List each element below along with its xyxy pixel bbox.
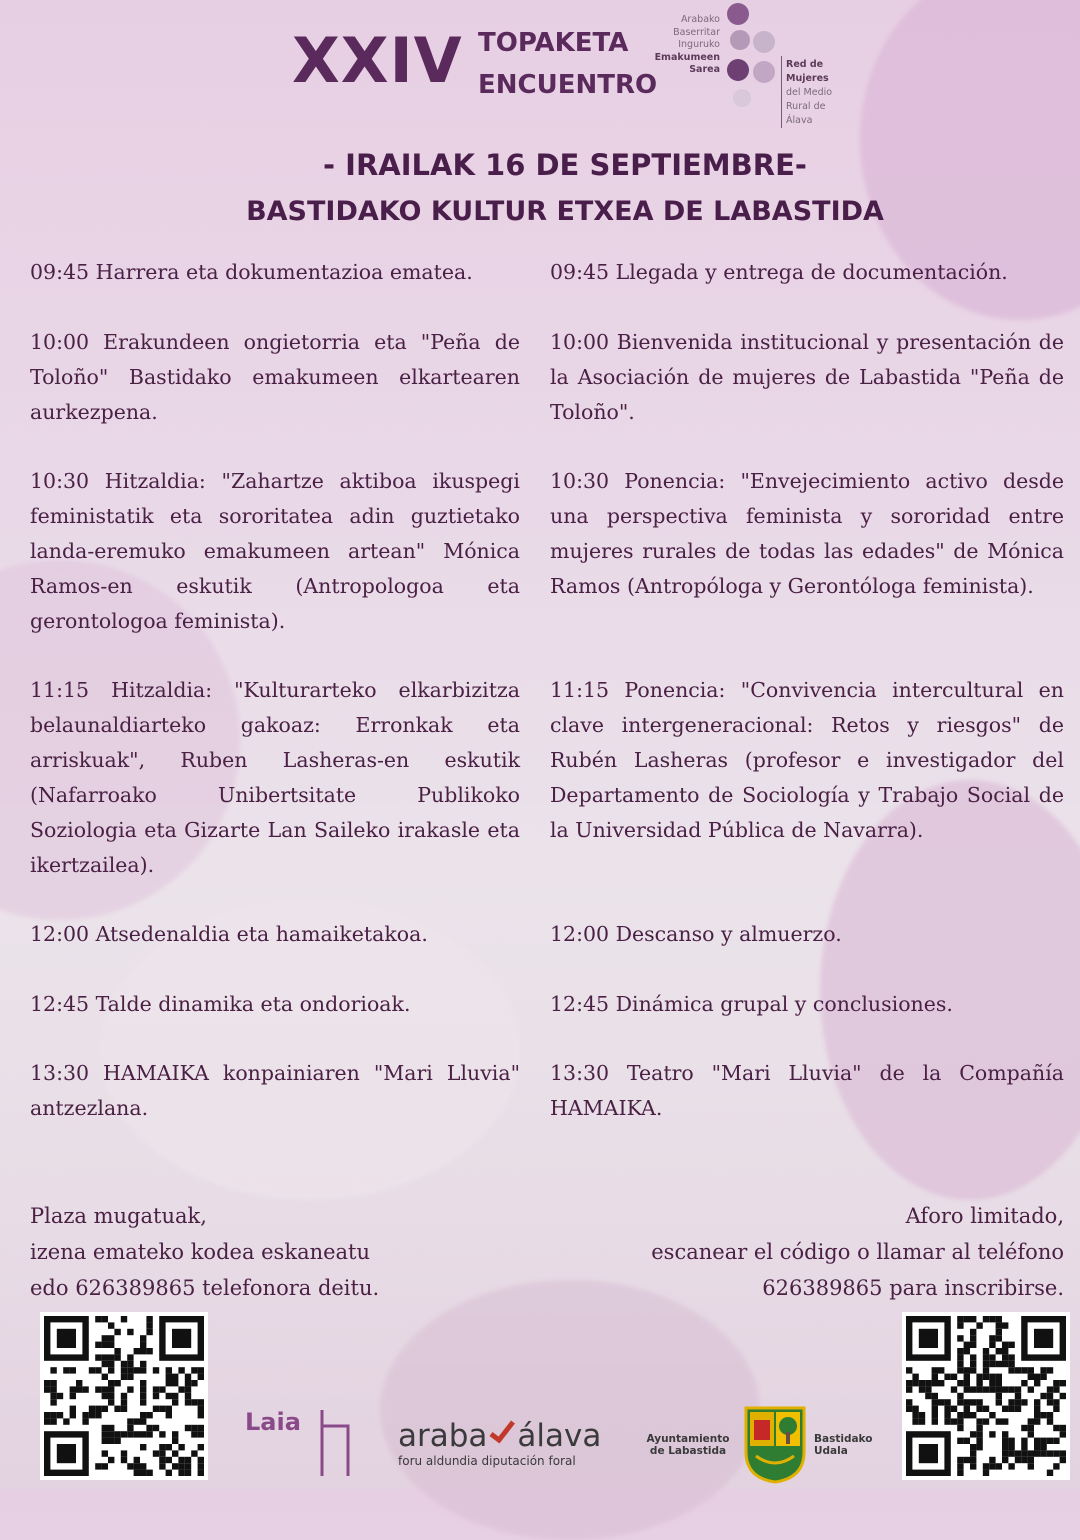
laia-mark-icon [318, 1406, 352, 1478]
program-item: 12:45 Talde dinamika eta ondorioak. [30, 992, 411, 1016]
registration-note-es: Aforo limitado, escanear el código o llamar al teléfono 626389865 para inscribirse. [651, 1204, 1064, 1300]
qr-code-left[interactable] [40, 1312, 208, 1480]
org-logo-divider [781, 56, 782, 128]
org-logo-dots-icon [724, 2, 780, 122]
program-item: 09:45 Harrera eta dokumentazioa ematea. [30, 260, 473, 284]
program-item: 10:30 Hitzaldia: "Zahartze aktiboa ikuspegi feministatik eta sororitatea adin guztietako landa-eremuko emakumeen artean" Mónica Ramos-en eskutik (Antropologoa eta gerontologoa feminista). [30, 469, 520, 633]
event-title-es: ENCUENTRO [478, 70, 658, 100]
edition-number: XXIV [292, 24, 463, 97]
program-item: 12:00 Atsedenaldia eta hamaiketakoa. [30, 922, 428, 946]
araba-logo: araba álava [398, 1418, 602, 1454]
org-name-eu: Arabako Baserritar Inguruko Emakumeen Sarea [654, 14, 720, 75]
qr-code-right[interactable] [902, 1312, 1070, 1480]
event-date: - IRAILAK 16 DE SEPTIEMBRE- [323, 148, 807, 182]
registration-note-eu: Plaza mugatuak, izena emateko kodea eskaneatu edo 626389865 telefonora deitu. [30, 1204, 380, 1300]
program-item: 12:45 Dinámica grupal y conclusiones. [550, 992, 953, 1016]
event-venue: BASTIDAKO KULTUR ETXEA DE LABASTIDA [246, 196, 884, 227]
program-item: 12:00 Descanso y almuerzo. [550, 922, 842, 946]
bastidako-udala-label: Bastidako Udala [814, 1433, 873, 1457]
program-item: 13:30 Teatro "Mari Lluvia" de la Compañía HAMAIKA. [550, 1061, 1064, 1120]
event-title-eu: TOPAKETA [478, 28, 629, 58]
program-item: 09:45 Llegada y entrega de documentación. [550, 260, 1008, 284]
program-item: 13:30 HAMAIKA konpainiaren "Mari Lluvia" antzezlana. [30, 1061, 520, 1120]
program-item: 10:00 Bienvenida institucional y presentación de la Asociación de mujeres de Labastida "Peña de Toloño". [550, 330, 1064, 424]
program-item: 10:30 Ponencia: "Envejecimiento activo desde una perspectiva feminista y sororidad entre mujeres rurales de todas las edades" de Mónica Ramos (Antropóloga y Gerontóloga feminista). [550, 469, 1064, 598]
labastida-shield-icon [742, 1404, 808, 1484]
program-item: 11:15 Hitzaldia: "Kulturarteko elkarbizitza belaunaldiarteko gakoaz: Erronkak eta arriskuak", Ruben Lasheras-en eskutik (Nafarroako Unibertsitate Publikoko Soziologia eta Gizarte Lan Saileko irakasle eta ikertzailea). [30, 678, 520, 877]
org-name-es: Red de Mujeres del Medio Rural de Álava [786, 59, 833, 126]
laia-logo: Laia [245, 1408, 301, 1436]
araba-subtitle: foru aldundia diputación foral [398, 1454, 576, 1468]
program-item: 11:15 Ponencia: "Convivencia intercultural en clave intergeneracional: Retos y riesgos" de Rubén Lasheras (profesor e investigador del Departamento de Sociología y Trabajo Social de la Universidad Pública de Navarra). [550, 678, 1064, 842]
header [0, 0, 1080, 140]
ayuntamiento-label: Ayuntamiento de Labastida [646, 1433, 730, 1457]
araba-check-icon [489, 1418, 515, 1444]
program-item: 10:00 Erakundeen ongietorria eta "Peña de Toloño" Bastidako emakumeen elkartearen aurkezpena. [30, 330, 520, 424]
